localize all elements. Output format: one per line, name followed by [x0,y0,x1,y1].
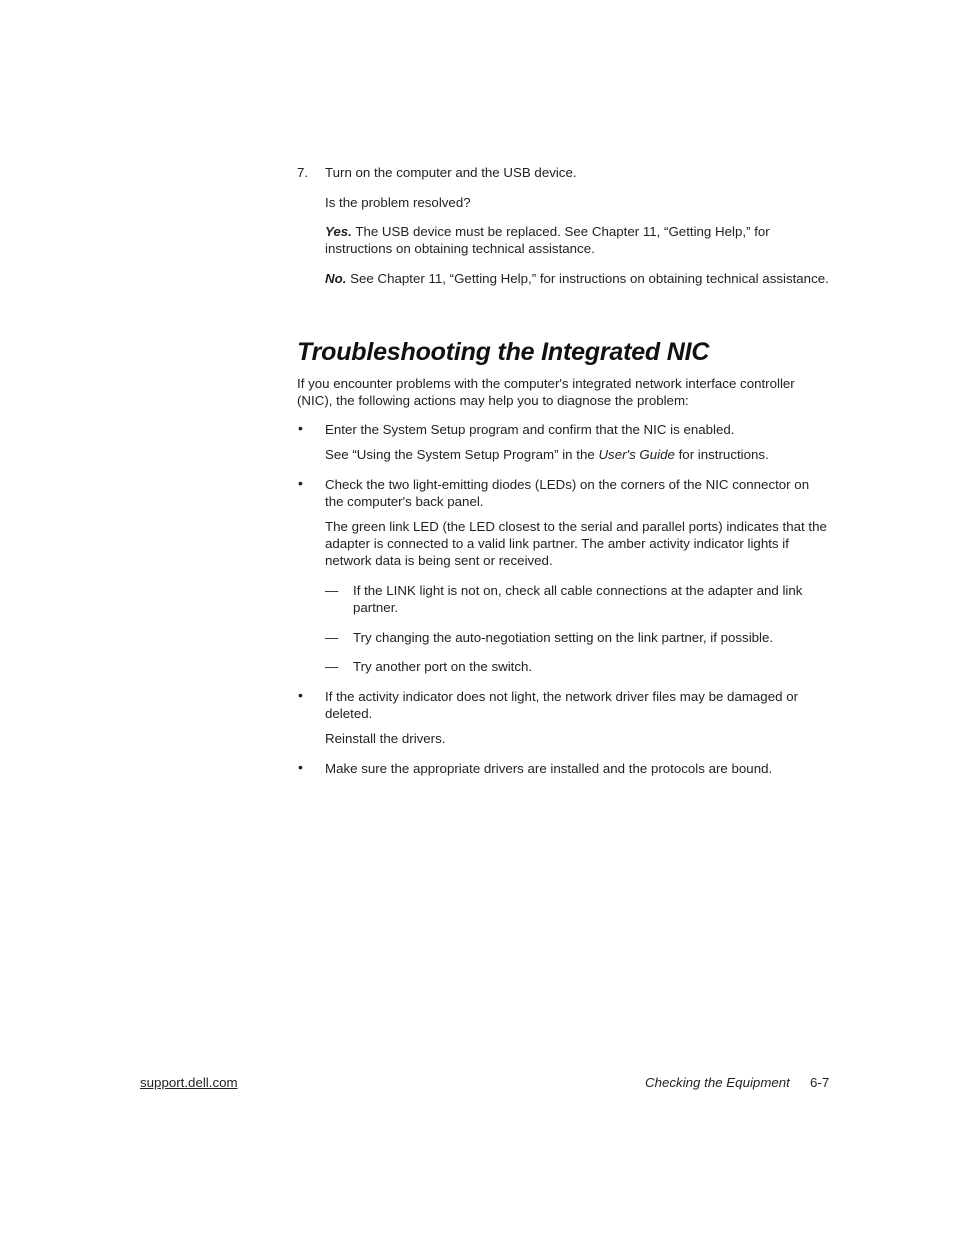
dash-symbol: — [325,583,339,598]
yes-label: Yes. [325,224,352,239]
step-text: Turn on the computer and the USB device. [325,165,577,180]
dash-symbol: — [325,630,339,645]
step-number: 7. [297,165,309,180]
bullet-text: Make sure the appropriate drivers are installed and the protocols are bound. [325,761,773,776]
footer-support-link[interactable]: support.dell.com [140,1075,238,1090]
bullet-subtext: See “Using the System Setup Program” in the User's Guide for instructions. [325,447,769,462]
bullet-symbol: • [298,475,303,491]
section-heading: Troubleshooting the Integrated NIC [297,338,710,366]
step-question: Is the problem resolved? [325,195,471,210]
page-number: 6-7 [810,1075,830,1090]
yes-text: The USB device must be replaced. See Chapter 11, “Getting Help,” for instructions on obtaining technical assistance. [325,224,770,256]
bullet-symbol: • [298,420,303,436]
dash-item: Try changing the auto-negotiation setting on the link partner, if possible. [353,630,774,645]
bullet-text: Check the two light-emitting diodes (LEDs) on the corners of the NIC connector on the computer's back panel. [325,477,810,509]
bullet-symbol: • [298,759,303,775]
footer-chapter-title: Checking the Equipment [645,1075,790,1090]
no-label: No. [325,271,347,286]
bullet-subtext: Reinstall the drivers. [325,731,446,746]
no-text: See Chapter 11, “Getting Help,” for instructions on obtaining technical assistance. [346,271,829,286]
dash-item: If the LINK light is not on, check all cable connections at the adapter and link partner. [353,583,803,615]
bullet-text: If the activity indicator does not light, the network driver files may be damaged or deleted. [325,689,799,721]
bullet-symbol: • [298,687,303,703]
bullet-subtext: The green link LED (the LED closest to the serial and parallel ports) indicates that the adapter is connected to a valid link partner. The amber activity indicator lights if network data is being sent or received. [325,519,827,568]
bullet-text: Enter the System Setup program and confirm that the NIC is enabled. [325,422,735,437]
yes-answer [325,223,830,257]
dash-item: Try another port on the switch. [353,659,533,674]
no-answer [325,270,830,287]
section-intro: If you encounter problems with the computer's integrated network interface controller (NIC), the following actions may help you to diagnose the problem: [297,376,795,408]
dash-symbol: — [325,659,339,674]
users-guide-title: User's Guide [598,447,675,462]
